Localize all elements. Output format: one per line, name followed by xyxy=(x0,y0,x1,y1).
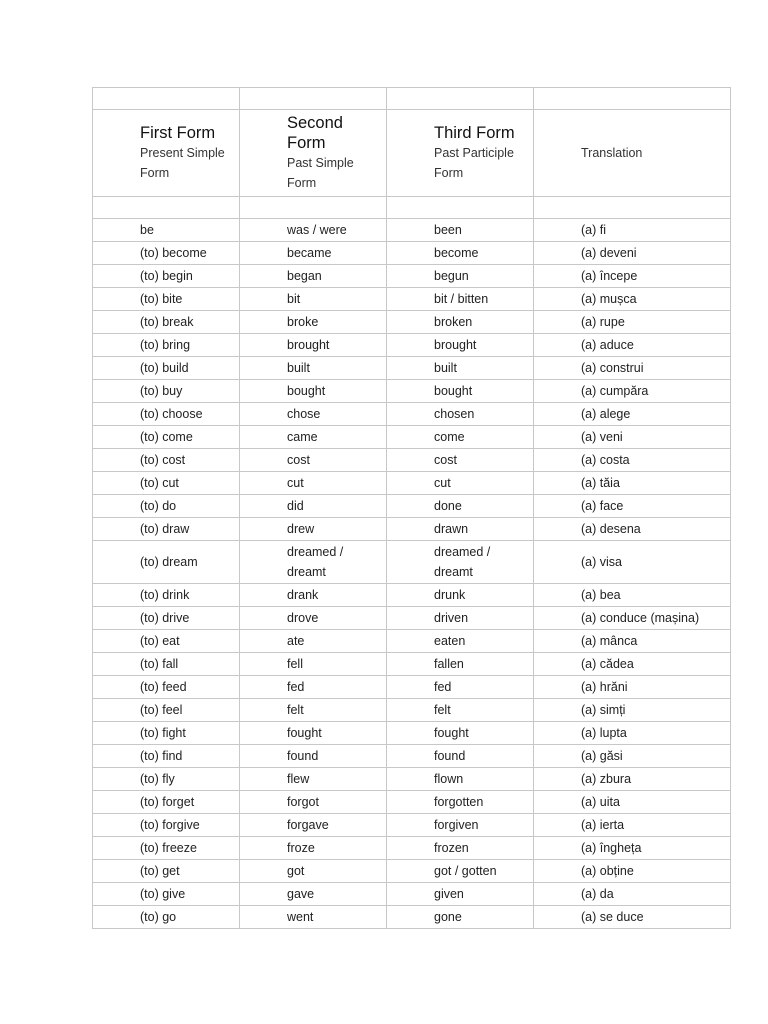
table-row xyxy=(93,403,731,426)
third-form-cell: done xyxy=(387,495,534,518)
third-form-cell: fought xyxy=(387,722,534,745)
table-row xyxy=(93,495,731,518)
table-row xyxy=(93,791,731,814)
table-row xyxy=(93,630,731,653)
empty-cell xyxy=(387,88,534,110)
first-form-cell: (to) feel xyxy=(93,699,240,722)
translation-cell: (a) visa xyxy=(534,541,731,584)
second-form-cell: began xyxy=(240,265,387,288)
translation-cell: (a) obține xyxy=(534,860,731,883)
translation-cell: (a) ierta xyxy=(534,814,731,837)
second-form-cell: came xyxy=(240,426,387,449)
second-form-cell: dreamed / dreamt xyxy=(240,541,387,584)
table-row xyxy=(93,219,731,242)
first-form-cell: (to) come xyxy=(93,426,240,449)
translation-cell: (a) deveni xyxy=(534,242,731,265)
translation-cell: (a) se duce xyxy=(534,906,731,929)
second-form-cell: drank xyxy=(240,584,387,607)
header-cell-first-form xyxy=(93,110,240,197)
third-form-cell: fed xyxy=(387,676,534,699)
table-spacer-row xyxy=(93,88,731,110)
translation-cell: (a) hrăni xyxy=(534,676,731,699)
table-body xyxy=(93,88,731,929)
table-row xyxy=(93,860,731,883)
header-title: Third Form xyxy=(434,124,515,142)
header-cell-translation xyxy=(534,110,731,197)
table-row xyxy=(93,449,731,472)
first-form-cell: (to) drive xyxy=(93,607,240,630)
third-form-cell: frozen xyxy=(387,837,534,860)
first-form-cell: (to) forgive xyxy=(93,814,240,837)
table-row xyxy=(93,883,731,906)
first-form-cell: (to) draw xyxy=(93,518,240,541)
translation-cell: (a) lupta xyxy=(534,722,731,745)
first-form-cell: (to) bring xyxy=(93,334,240,357)
second-form-cell: cut xyxy=(240,472,387,495)
second-form-cell: fought xyxy=(240,722,387,745)
first-form-cell: (to) eat xyxy=(93,630,240,653)
second-form-cell: brought xyxy=(240,334,387,357)
third-form-cell: become xyxy=(387,242,534,265)
translation-cell: (a) îngheța xyxy=(534,837,731,860)
translation-cell: (a) fi xyxy=(534,219,731,242)
translation-cell: (a) construi xyxy=(534,357,731,380)
table-spacer-row xyxy=(93,197,731,219)
first-form-cell: (to) fall xyxy=(93,653,240,676)
second-form-cell: went xyxy=(240,906,387,929)
second-form-cell: felt xyxy=(240,699,387,722)
header-subtitle: Past Participle Form xyxy=(434,146,514,180)
first-form-cell: (to) dream xyxy=(93,541,240,584)
third-form-cell: drawn xyxy=(387,518,534,541)
translation-cell: (a) zbura xyxy=(534,768,731,791)
table-row xyxy=(93,472,731,495)
header-subtitle: Present Simple Form xyxy=(140,146,225,180)
table-row xyxy=(93,311,731,334)
table-row xyxy=(93,722,731,745)
first-form-cell: (to) bite xyxy=(93,288,240,311)
empty-cell xyxy=(240,88,387,110)
third-form-cell: gone xyxy=(387,906,534,929)
second-form-cell: broke xyxy=(240,311,387,334)
header-title: First Form xyxy=(140,124,216,142)
third-form-cell: cost xyxy=(387,449,534,472)
table-row xyxy=(93,768,731,791)
translation-cell: (a) alege xyxy=(534,403,731,426)
first-form-cell: (to) cost xyxy=(93,449,240,472)
third-form-cell: bit / bitten xyxy=(387,288,534,311)
third-form-cell: cut xyxy=(387,472,534,495)
first-form-cell: (to) fight xyxy=(93,722,240,745)
header-cell-second-form xyxy=(240,110,387,197)
third-form-cell: come xyxy=(387,426,534,449)
third-form-cell: given xyxy=(387,883,534,906)
second-form-cell: fell xyxy=(240,653,387,676)
first-form-cell: (to) do xyxy=(93,495,240,518)
translation-cell: (a) uita xyxy=(534,791,731,814)
first-form-cell: (to) begin xyxy=(93,265,240,288)
header-subtitle: Translation xyxy=(581,146,643,160)
third-form-cell: broken xyxy=(387,311,534,334)
translation-cell: (a) face xyxy=(534,495,731,518)
translation-cell: (a) bea xyxy=(534,584,731,607)
translation-cell: (a) cădea xyxy=(534,653,731,676)
translation-cell: (a) da xyxy=(534,883,731,906)
first-form-cell: (to) feed xyxy=(93,676,240,699)
second-form-cell: froze xyxy=(240,837,387,860)
first-form-cell: (to) drink xyxy=(93,584,240,607)
table-row xyxy=(93,745,731,768)
table-row xyxy=(93,676,731,699)
third-form-cell: forgotten xyxy=(387,791,534,814)
first-form-cell: (to) find xyxy=(93,745,240,768)
first-form-cell: (to) cut xyxy=(93,472,240,495)
third-form-cell: forgiven xyxy=(387,814,534,837)
second-form-cell: drove xyxy=(240,607,387,630)
table-row xyxy=(93,653,731,676)
translation-cell: (a) mânca xyxy=(534,630,731,653)
table-header-row xyxy=(93,110,731,197)
translation-cell: (a) tăia xyxy=(534,472,731,495)
second-form-cell: flew xyxy=(240,768,387,791)
header-title: Second Form xyxy=(287,114,343,152)
first-form-cell: (to) forget xyxy=(93,791,240,814)
first-form-cell: (to) break xyxy=(93,311,240,334)
second-form-cell: built xyxy=(240,357,387,380)
third-form-cell: begun xyxy=(387,265,534,288)
first-form-cell: be xyxy=(93,219,240,242)
third-form-cell: found xyxy=(387,745,534,768)
table-row xyxy=(93,607,731,630)
third-form-cell: chosen xyxy=(387,403,534,426)
second-form-cell: was / were xyxy=(240,219,387,242)
third-form-cell: drunk xyxy=(387,584,534,607)
first-form-cell: (to) freeze xyxy=(93,837,240,860)
translation-cell: (a) rupe xyxy=(534,311,731,334)
translation-cell: (a) mușca xyxy=(534,288,731,311)
third-form-cell: fallen xyxy=(387,653,534,676)
table-row xyxy=(93,334,731,357)
third-form-cell: been xyxy=(387,219,534,242)
second-form-cell: fed xyxy=(240,676,387,699)
translation-cell: (a) veni xyxy=(534,426,731,449)
table-row xyxy=(93,814,731,837)
first-form-cell: (to) give xyxy=(93,883,240,906)
first-form-cell: (to) get xyxy=(93,860,240,883)
first-form-cell: (to) build xyxy=(93,357,240,380)
table-row xyxy=(93,426,731,449)
table-row xyxy=(93,357,731,380)
first-form-cell: (to) go xyxy=(93,906,240,929)
table-row xyxy=(93,584,731,607)
table-row xyxy=(93,242,731,265)
first-form-cell: (to) choose xyxy=(93,403,240,426)
translation-cell: (a) găsi xyxy=(534,745,731,768)
empty-cell xyxy=(534,88,731,110)
empty-cell xyxy=(534,197,731,219)
first-form-cell: (to) buy xyxy=(93,380,240,403)
empty-cell xyxy=(240,197,387,219)
empty-cell xyxy=(93,197,240,219)
third-form-cell: eaten xyxy=(387,630,534,653)
header-cell-third-form xyxy=(387,110,534,197)
third-form-cell: built xyxy=(387,357,534,380)
translation-cell: (a) aduce xyxy=(534,334,731,357)
empty-cell xyxy=(93,88,240,110)
first-form-cell: (to) become xyxy=(93,242,240,265)
first-form-cell: (to) fly xyxy=(93,768,240,791)
table-row xyxy=(93,380,731,403)
second-form-cell: did xyxy=(240,495,387,518)
second-form-cell: forgave xyxy=(240,814,387,837)
third-form-cell: driven xyxy=(387,607,534,630)
third-form-cell: brought xyxy=(387,334,534,357)
second-form-cell: gave xyxy=(240,883,387,906)
second-form-cell: chose xyxy=(240,403,387,426)
second-form-cell: bought xyxy=(240,380,387,403)
second-form-cell: found xyxy=(240,745,387,768)
second-form-cell: cost xyxy=(240,449,387,472)
verb-forms-table xyxy=(92,87,731,929)
table-row xyxy=(93,518,731,541)
second-form-cell: became xyxy=(240,242,387,265)
translation-cell: (a) desena xyxy=(534,518,731,541)
second-form-cell: got xyxy=(240,860,387,883)
third-form-cell: flown xyxy=(387,768,534,791)
table-row xyxy=(93,837,731,860)
table-row xyxy=(93,541,731,584)
third-form-cell: dreamed / dreamt xyxy=(387,541,534,584)
third-form-cell: got / gotten xyxy=(387,860,534,883)
translation-cell: (a) conduce (mașina) xyxy=(534,607,731,630)
empty-cell xyxy=(387,197,534,219)
third-form-cell: felt xyxy=(387,699,534,722)
second-form-cell: forgot xyxy=(240,791,387,814)
table-row xyxy=(93,288,731,311)
translation-cell: (a) simți xyxy=(534,699,731,722)
header-subtitle: Past Simple Form xyxy=(287,156,354,190)
table-row xyxy=(93,699,731,722)
second-form-cell: bit xyxy=(240,288,387,311)
second-form-cell: drew xyxy=(240,518,387,541)
translation-cell: (a) cumpăra xyxy=(534,380,731,403)
translation-cell: (a) începe xyxy=(534,265,731,288)
second-form-cell: ate xyxy=(240,630,387,653)
table-row xyxy=(93,906,731,929)
table-row xyxy=(93,265,731,288)
third-form-cell: bought xyxy=(387,380,534,403)
translation-cell: (a) costa xyxy=(534,449,731,472)
